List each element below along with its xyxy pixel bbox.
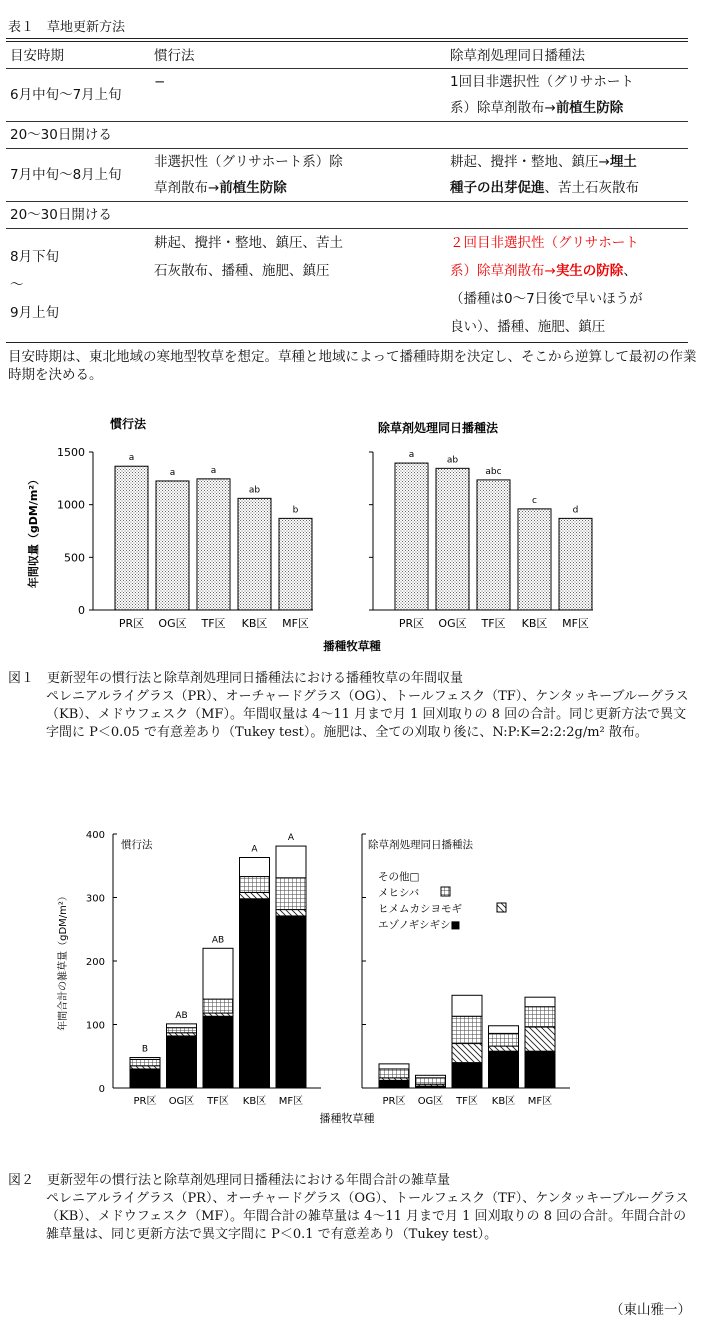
significance-label: ab [248,485,261,496]
category-label: MF区 [282,617,309,630]
legend-label: ヒメムカシヨモギ [378,903,462,915]
bar [395,463,428,610]
bar-segment [416,1078,446,1084]
y-tick-label: 200 [85,957,105,968]
y-tick-label: 400 [85,830,105,841]
bar [238,498,271,610]
table-title: 表１ 草地更新方法 [8,20,126,35]
category-label: MF区 [278,1096,304,1107]
period-cell: 7月中旬〜8月上旬 [6,149,150,202]
y-tick-label: 0 [78,604,85,617]
significance-label: a [128,453,135,464]
legend-swatch-mehishiba [441,887,450,896]
bar-segment [452,1063,482,1088]
category-label: PR区 [382,1096,406,1107]
category-label: OG区 [417,1096,444,1107]
bar-segment [276,916,306,1088]
bar-segment [489,1026,519,1034]
bar-segment [379,1069,409,1078]
significance-label: abc [485,466,502,477]
col-header-conventional: 慣行法 [154,48,195,64]
x-axis-label: 播種牧草種 [323,639,381,653]
bar [156,481,189,610]
conventional-cell: − [150,69,446,122]
table-row [6,69,688,122]
bar-segment [167,1028,197,1033]
significance-label: a [169,467,176,478]
bar-segment [276,846,306,878]
bar-segment [452,1044,482,1063]
table-row [6,149,688,202]
bar [197,479,230,610]
y-axis-label: 年間収量（gDM/m²） [27,473,40,589]
table-note: 目安時期は、東北地域の寒地型牧草を想定。草種と地域によって播種時期を決定し、そこから逆算して最初の作業時期を決める。 [8,349,697,383]
figure2-caption-title: 図２ 更新翌年の慣行法と除草剤処理同日播種法における年間合計の雑草量 [8,1173,451,1188]
legend-label: その他□ [378,871,420,883]
figure2-caption [8,1172,698,1244]
bar-segment [276,878,306,910]
col-header-period: 目安時期 [10,48,64,64]
legend-label: メヒシバ [378,887,420,899]
bar-segment [525,997,555,1007]
significance-label: A [287,833,295,844]
herbicide-cell: ２回目非選択性（グリサホート 系）除草剤散布→実生の防除、 （播種は0〜7日後で早いほうが 良い）、播種、施肥、鎮圧 [446,229,688,342]
category-label: KB区 [242,1096,267,1107]
significance-label: AB [175,1010,188,1021]
interval-cell: 20〜30日開ける [6,202,688,229]
panel-title: 慣行法 [110,417,147,431]
significance-label: d [572,505,579,516]
bar [518,509,551,610]
y-tick-label: 1000 [57,498,85,512]
bar-segment [525,1051,555,1088]
significance-label: AB [211,935,225,946]
significance-label: A [251,844,258,855]
figure2-weed-chart [0,822,705,1132]
bar-segment [240,857,270,876]
bar [279,518,312,610]
category-label: OG区 [158,617,187,630]
bar-segment [203,948,233,999]
figure1-yield-chart [0,400,705,662]
bar-segment [203,999,233,1013]
bar [436,468,469,610]
col-header-herbicide: 除草剤処理同日播種法 [450,48,585,64]
y-tick-label: 300 [85,893,105,905]
bar-segment [489,1046,519,1051]
period-cell: 8月下旬 〜 9月上旬 [6,229,150,342]
category-label: MF区 [527,1096,553,1107]
category-label: TF区 [456,1096,478,1107]
y-tick-label: 100 [85,1020,105,1032]
bar-segment [379,1080,409,1088]
bar [115,466,148,610]
bar-segment [130,1059,160,1065]
y-tick-label: 1500 [57,446,85,459]
category-label: PR区 [118,617,145,630]
bar-segment [130,1058,160,1060]
panel-title: 除草剤処理同日播種法 [368,839,473,851]
herbicide-cell: 1回目非選択性（グリサホート 系）除草剤散布→前植生防除 [446,69,688,122]
significance-label: a [408,450,415,461]
category-label: TF区 [481,617,506,630]
table-interval-row [6,202,688,229]
author: （東山雅一） [610,1302,691,1318]
legend-swatch-himemukashiyomogi [497,903,506,912]
significance-label: b [292,505,299,516]
conventional-cell: 非選択性（グリサホート系）除 草剤散布→前植生防除 [150,149,446,202]
bar-segment [240,877,270,893]
bar-segment [240,899,270,1088]
figure1-caption-title: 図１ 更新翌年の慣行法と除草剤処理同日播種法における播種牧草の年間収量 [8,671,464,686]
bar-segment [167,1036,197,1088]
table-body [6,69,688,342]
bar-segment [525,1027,555,1051]
bar [477,480,510,610]
bar-segment [489,1033,519,1046]
category-label: KB区 [241,617,268,630]
bar-segment [379,1064,409,1069]
interval-cell: 20〜30日開ける [6,122,688,149]
category-label: PR区 [133,1096,157,1107]
bar-segment [525,1007,555,1027]
conventional-cell: 耕起、攪拌・整地、鎮圧、苦土 石灰散布、播種、施肥、鎮圧 [150,229,446,342]
table-row [6,229,688,342]
y-tick-label: 0 [98,1084,105,1095]
significance-label: ab [446,455,459,466]
bar-segment [203,1016,233,1088]
category-label: PR区 [398,617,425,630]
significance-label: a [210,465,217,476]
category-label: KB区 [521,617,548,630]
bar-segment [489,1051,519,1088]
panel-title: 除草剤処理同日播種法 [378,421,499,435]
bar [559,518,592,610]
legend-label: エゾノギシギシ■ [378,919,461,931]
period-cell: 6月中旬〜7月上旬 [6,69,150,122]
bar-segment [452,1016,482,1043]
bar-segment [167,1024,197,1028]
bar-segment [416,1075,446,1078]
category-label: TF区 [207,1096,229,1107]
herbicide-cell: 耕起、攪拌・整地、鎮圧→埋土 種子の出芽促進、苦土石灰散布 [446,149,688,202]
category-label: OG区 [438,617,467,630]
bar-segment [276,910,306,916]
significance-label: c [532,495,537,506]
figure1-caption [8,670,698,742]
figure1-caption-body: ペレニアルライグラス（PR）、オーチャードグラス（OG）、トールフェスク（TF）、ケンタッキーブルーグラス（KB）、メドウフェスク（MF）。年間収量は 4〜11 月まで月 1 回刈取りの 8 回の合計。同じ更新方法で異文字間に P＜0.05 で有意差あり（Tukey test）。施肥は、全ての刈取り後に、N:P:K=2:2:2g/m² 散布。 [46,689,689,740]
bar-segment [452,995,482,1016]
table-interval-row [6,122,688,149]
bar-segment [130,1069,160,1088]
bar-segment [240,892,270,898]
y-tick-label: 500 [64,551,85,565]
category-label: TF区 [201,617,226,630]
y-axis-label: 年間合計の雑草量（gDM/m²） [58,891,69,1031]
category-label: MF区 [562,617,589,630]
x-axis-label: 播種牧草種 [319,1112,375,1125]
category-label: OG区 [168,1096,195,1107]
category-label: KB区 [491,1096,516,1107]
grassland-renewal-table [6,40,688,341]
significance-label: B [141,1044,149,1055]
figure2-caption-body: ペレニアルライグラス（PR）、オーチャードグラス（OG）、トールフェスク（TF）、ケンタッキーブルーグラス（KB）、メドウフェスク（MF）。年間合計の雑草量は 4〜11 月まで月 1 回刈取りの 8 回の合計。年間合計の雑草量は、同じ更新方法で異文字間に P＜0.1 で有意差あり（Tukey test）。 [46,1191,689,1242]
panel-title: 慣行法 [121,839,153,851]
